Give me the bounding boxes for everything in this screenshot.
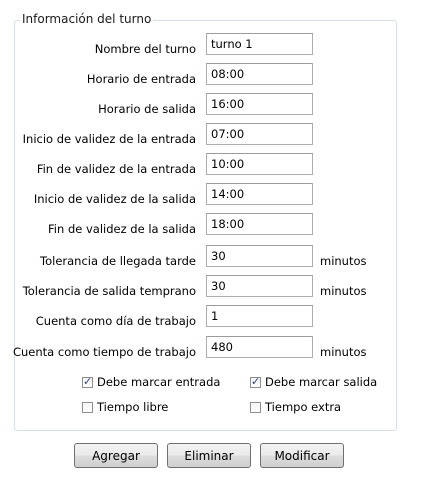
exit-valid-start-input[interactable] [206, 183, 313, 205]
shift-name-input[interactable] [206, 33, 313, 55]
label-exit-valid-end: Fin de validez de la salida [48, 222, 196, 236]
worktime-count-unit: minutos [320, 345, 367, 359]
exit-valid-end-input[interactable] [206, 213, 313, 235]
entry-valid-start-input[interactable] [206, 123, 313, 145]
label-entry-valid-end: Fin de validez de la entrada [36, 162, 196, 176]
label-worktime-count: Cuenta como tiempo de trabajo [12, 345, 196, 359]
worktime-count-input[interactable] [206, 336, 313, 358]
late-tolerance-input[interactable] [206, 245, 313, 267]
overtime-checkbox[interactable] [250, 400, 341, 414]
checkbox-checked-icon[interactable] [82, 377, 93, 388]
early-exit-tolerance-input[interactable] [206, 275, 313, 297]
label-workday-count: Cuenta como día de trabajo [35, 314, 196, 328]
entry-valid-end-input[interactable] [206, 153, 313, 175]
free-time-checkbox[interactable] [82, 400, 168, 414]
group-title: Información del turno [22, 12, 152, 26]
add-button[interactable]: Agregar [74, 443, 158, 468]
must-clock-out-label: Debe marcar salida [265, 375, 378, 389]
modify-button[interactable]: Modificar [260, 443, 344, 468]
checkbox-unchecked-icon[interactable] [82, 402, 93, 413]
entry-time-input[interactable] [206, 63, 313, 85]
late-tolerance-unit: minutos [320, 254, 367, 268]
must-clock-in-checkbox[interactable] [82, 375, 220, 389]
label-exit-valid-start: Inicio de validez de la salida [33, 192, 196, 206]
label-early-exit-tolerance: Tolerancia de salida temprano [22, 284, 196, 298]
label-shift-name: Nombre del turno [94, 42, 196, 56]
label-exit-time: Horario de salida [98, 102, 196, 116]
free-time-label: Tiempo libre [97, 400, 169, 414]
delete-button[interactable]: Eliminar [167, 443, 251, 468]
label-late-tolerance: Tolerancia de llegada tarde [40, 254, 196, 268]
must-clock-in-label: Debe marcar entrada [97, 375, 221, 389]
label-entry-time: Horario de entrada [86, 72, 196, 86]
exit-time-input[interactable] [206, 93, 313, 115]
must-clock-out-checkbox[interactable] [250, 375, 377, 389]
checkbox-unchecked-icon[interactable] [250, 402, 261, 413]
checkbox-checked-icon[interactable] [250, 377, 261, 388]
label-entry-valid-start: Inicio de validez de la entrada [22, 132, 196, 146]
early-exit-tolerance-unit: minutos [320, 284, 367, 298]
workday-count-input[interactable] [206, 305, 313, 327]
overtime-label: Tiempo extra [265, 400, 342, 414]
